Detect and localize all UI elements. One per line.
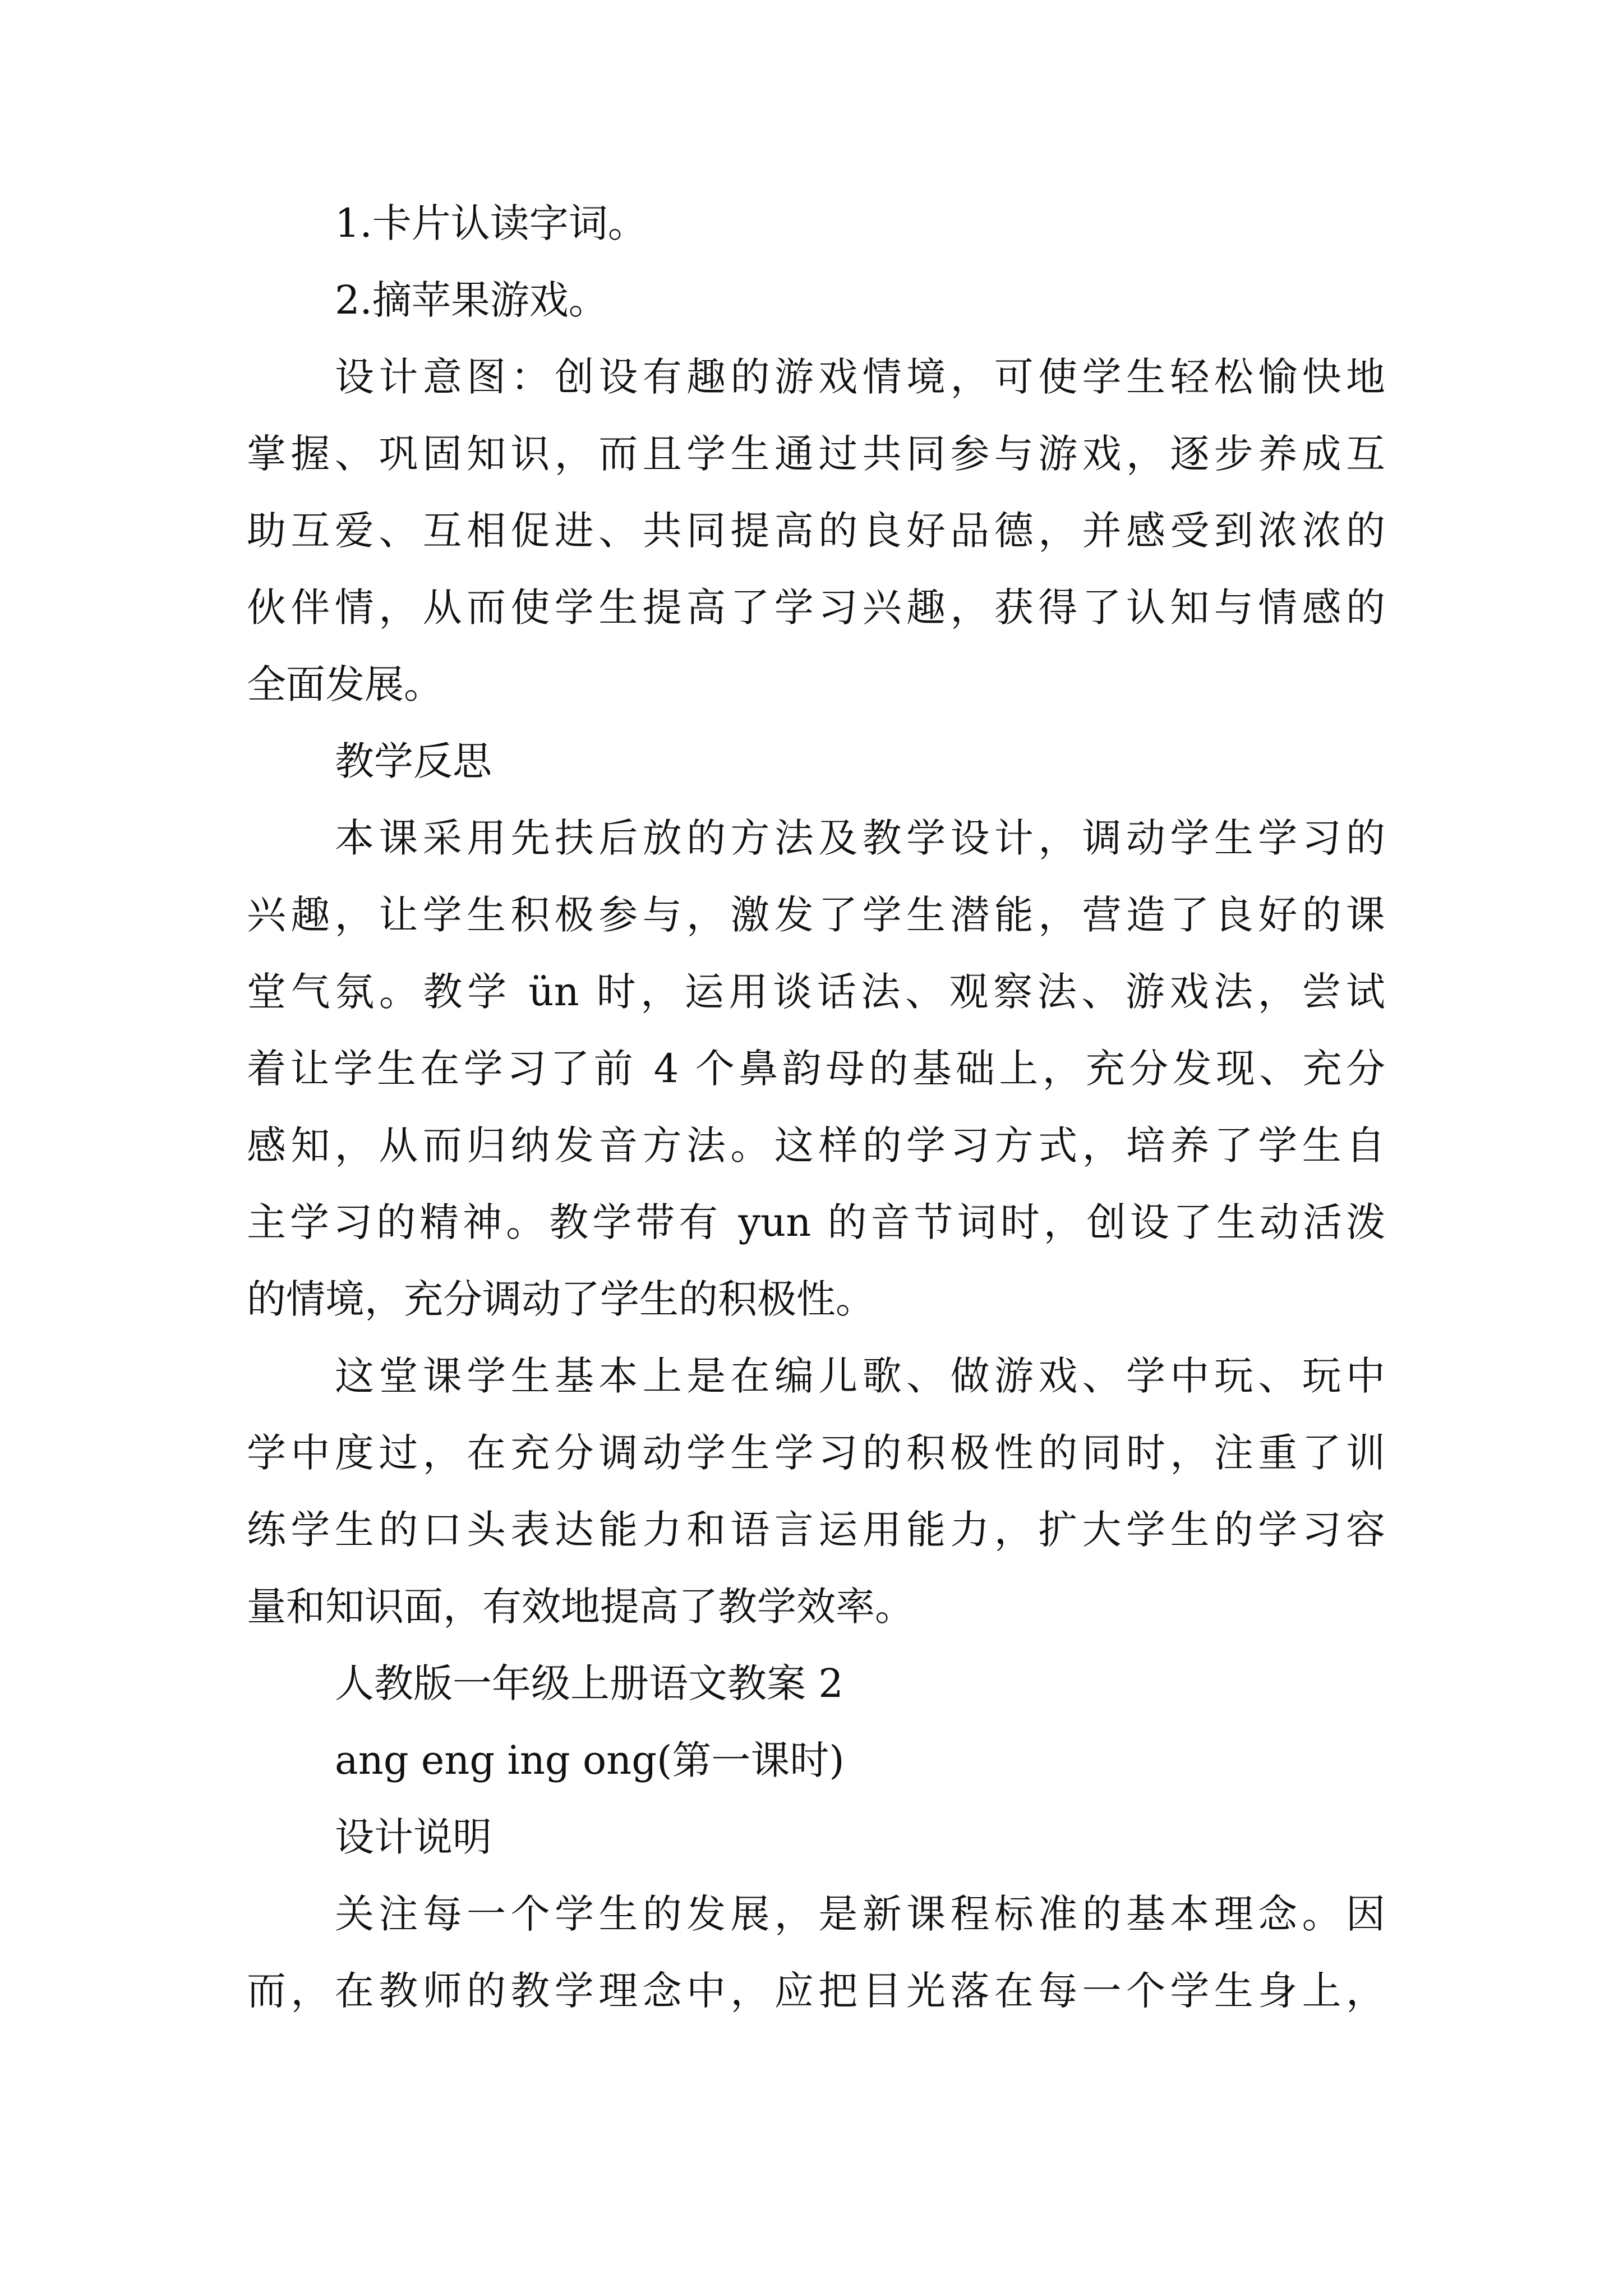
text-line: 而，在教师的教学理念中，应把目光落在每一个学生身上，: [247, 1968, 1385, 2014]
paragraph-first-line: 关注每一个学生的发展，是新课程标准的基本理念。因: [335, 1891, 1385, 1937]
text-line: 2.摘苹果游戏。: [335, 277, 608, 323]
text-line: 兴趣，让学生积极参与，激发了学生潜能，营造了良好的课: [247, 892, 1385, 938]
section-heading: 教学反思: [335, 738, 492, 784]
text-line: 练学生的口头表达能力和语言运用能力，扩大学生的学习容: [247, 1507, 1385, 1553]
section-heading: 设计说明: [335, 1814, 492, 1860]
text-line: 伙伴情，从而使学生提高了学习兴趣，获得了认知与情感的: [247, 585, 1385, 631]
document-body: [247, 185, 1385, 2030]
lesson-subtitle: ang eng ing ong(第一课时): [335, 1737, 845, 1783]
text-line: 掌握、巩固知识，而且学生通过共同参与游戏，逐步养成互: [247, 431, 1385, 477]
text-line: 助互爱、互相促进、共同提高的良好品德，并感受到浓浓的: [247, 508, 1385, 554]
text-line: 学中度过，在充分调动学生学习的积极性的同时，注重了训: [247, 1430, 1385, 1476]
text-line: 堂气氛。教学 ün 时，运用谈话法、观察法、游戏法，尝试: [247, 969, 1385, 1015]
paragraph-first-line: 本课采用先扶后放的方法及教学设计，调动学生学习的: [335, 815, 1385, 861]
text-line: 着让学生在学习了前 4 个鼻韵母的基础上，充分发现、充分: [247, 1046, 1385, 1092]
text-line: 全面发展。: [247, 661, 443, 707]
paragraph-first-line: 设计意图：创设有趣的游戏情境，可使学生轻松愉快地: [335, 354, 1385, 400]
text-line: 1.卡片认读字词。: [335, 200, 647, 246]
text-line: 主学习的精神。教学带有 yun 的音节词时，创设了生动活泼: [247, 1199, 1385, 1245]
lesson-title: 人教版一年级上册语文教案 2: [335, 1660, 843, 1706]
text-line: 的情境，充分调动了学生的积极性。: [247, 1276, 875, 1322]
text-line: 感知，从而归纳发音方法。这样的学习方式，培养了学生自: [247, 1122, 1385, 1168]
text-line: 量和知识面，有效地提高了教学效率。: [247, 1584, 914, 1630]
paragraph-first-line: 这堂课学生基本上是在编儿歌、做游戏、学中玩、玩中: [335, 1353, 1385, 1399]
